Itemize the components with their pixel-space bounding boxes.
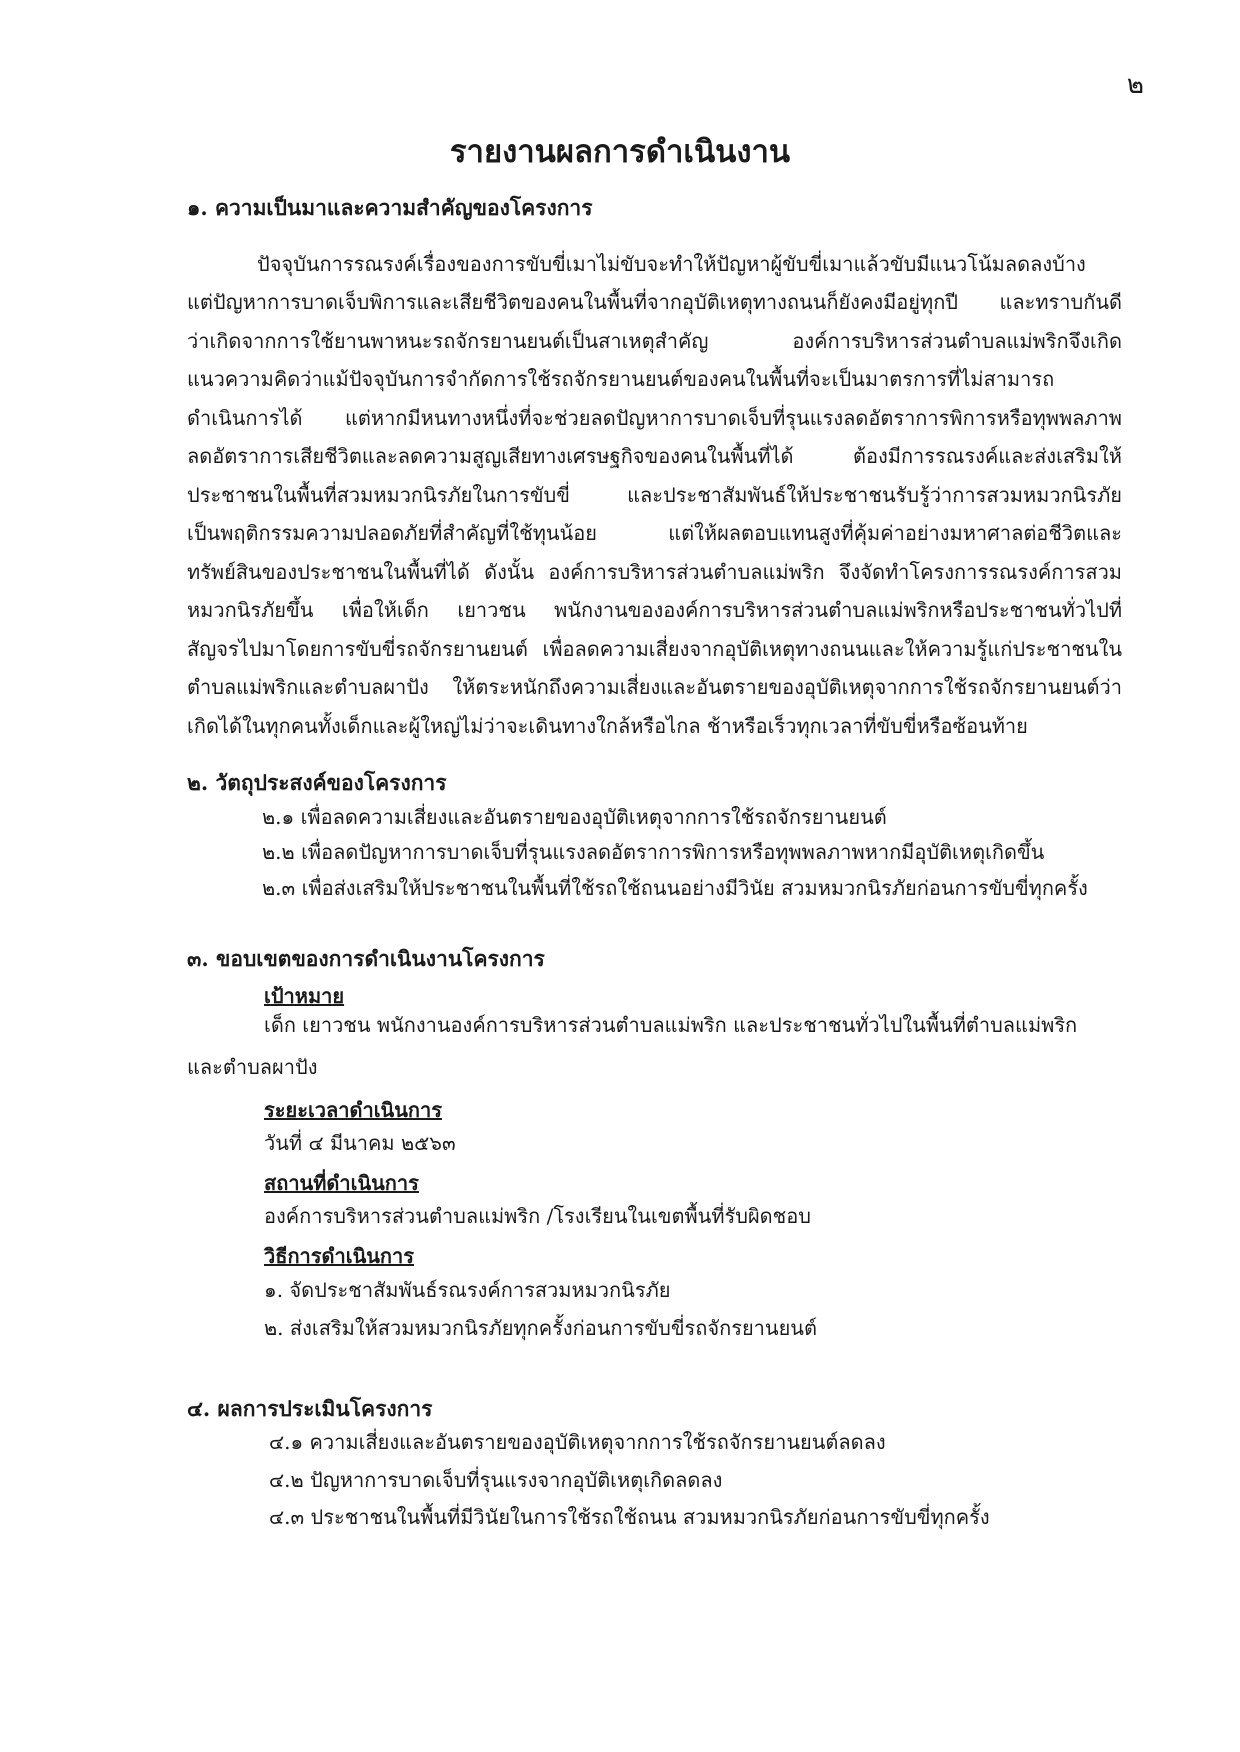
objective-item: ๒.๑ เพื่อลดความเสี่ยงและอันตรายของอุบัติเหตุจากการใช้รถจักรยานยนต์ <box>262 805 887 829</box>
section-2-heading: ๒. วัตถุประสงค์ของโครงการ <box>187 770 447 795</box>
evaluation-item: ๔.๓ ประชาชนในพื้นที่มีวินัยในการใช้รถใช้ถนน สวมหมวกนิรภัยก่อนการขับขี่ทุกครั้ง <box>269 1505 990 1529</box>
document-title: รายงานผลการดำเนินงาน <box>449 134 791 170</box>
method-item: ๑. จัดประชาสัมพันธ์รณรงค์การสวมหมวกนิรภัย <box>264 1278 671 1302</box>
section-4-heading: ๔. ผลการประเมินโครงการ <box>187 1396 433 1421</box>
section-1-line: หมวกนิรภัยขึ้น เพื่อให้เด็ก เยาวชน พนักงานขององค์การบริหารส่วนตำบลแม่พริกหรือประชาชนทั่วไปที่ <box>187 598 1122 622</box>
place-text: องค์การบริหารส่วนตำบลแม่พริก /โรงเรียนในเขตพื้นที่รับผิดชอบ <box>264 1204 811 1228</box>
section-1-line: ว่าเกิดจากการใช้ยานพาหนะรถจักรยานยนต์เป็นสาเหตุสำคัญ องค์การบริหารส่วนตำบลแม่พริกจึงเกิด <box>187 329 1122 353</box>
section-1-line: สัญจรไปมาโดยการขับขี่รถจักรยานยนต์ เพื่อลดความเสี่ยงจากอุบัติเหตุทางถนนและให้ความรู้แก่ประชาชนใน <box>187 637 1122 661</box>
section-1-line: ทรัพย์สินของประชาชนในพื้นที่ได้ ดังนั้น องค์การบริหารส่วนตำบลแม่พริก จึงจัดทำโครงการรณรงค์การสวม <box>187 560 1122 584</box>
section-1-line: ดำเนินการได้ แต่หากมีหนทางหนึ่งที่จะช่วยลดปัญหาการบาดเจ็บที่รุนแรงลดอัตราการพิการหรือทุพพลภาพ <box>187 406 1122 430</box>
page-number: ๒ <box>1126 70 1144 100</box>
method-item: ๒. ส่งเสริมให้สวมหมวกนิรภัยทุกครั้งก่อนการขับขี่รถจักรยานยนต์ <box>264 1316 817 1340</box>
evaluation-item: ๔.๑ ความเสี่ยงและอันตรายของอุบัติเหตุจากการใช้รถจักรยานยนต์ลดลง <box>269 1430 886 1454</box>
section-1-line: เป็นพฤติกรรมความปลอดภัยที่สำคัญที่ใช้ทุนน้อย แต่ให้ผลตอบแทนสูงที่คุ้มค่าอย่างมหาศาลต่อชีวิตและ <box>187 521 1122 545</box>
section-1-line: ปัจจุบันการรณรงค์เรื่องของการขับขี่เมาไม่ขับจะทำให้ปัญหาผู้ขับขี่เมาแล้วขับมีแนวโน้มลดลงบ้าง <box>257 252 1086 276</box>
target-text: เด็ก เยาวชน พนักงานองค์การบริหารส่วนตำบลแม่พริก และประชาชนทั่วไปในพื้นที่ตำบลแม่พริก <box>264 1013 1078 1037</box>
method-heading: วิธีการดำเนินการ <box>264 1244 414 1268</box>
objective-item: ๒.๓ เพื่อส่งเสริมให้ประชาชนในพื้นที่ใช้รถใช้ถนนอย่างมีวินัย สวมหมวกนิรภัยก่อนการขับขี่ทุกครั้ง <box>262 876 1088 900</box>
section-1-heading: ๑. ความเป็นมาและความสำคัญของโครงการ <box>187 195 593 220</box>
section-1-line: แต่ปัญหาการบาดเจ็บพิการและเสียชีวิตของคนในพื้นที่จากอุบัติเหตุทางถนนก็ยังคงมีอยู่ทุกปี และทราบกันดี <box>187 290 1122 314</box>
section-3-heading: ๓. ขอบเขตของการดำเนินงานโครงการ <box>187 946 545 971</box>
place-heading: สถานที่ดำเนินการ <box>264 1171 419 1195</box>
section-1-line: ลดอัตราการเสียชีวิตและลดความสูญเสียทางเศรษฐกิจของคนในพื้นที่ได้ ต้องมีการรณรงค์และส่งเสริมให้ <box>187 444 1122 468</box>
section-1-line: แนวความคิดว่าแม้ปัจจุบันการจำกัดการใช้รถจักรยานยนต์ของคนในพื้นที่จะเป็นมาตรการที่ไม่สามารถ <box>187 367 1055 391</box>
period-heading: ระยะเวลาดำเนินการ <box>264 1098 442 1122</box>
objective-item: ๒.๒ เพื่อลดปัญหาการบาดเจ็บที่รุนแรงลดอัตราการพิการหรือทุพพลภาพหากมีอุบัติเหตุเกิดขึ้น <box>262 840 1045 864</box>
section-1-line: เกิดได้ในทุกคนทั้งเด็กและผู้ใหญ่ไม่ว่าจะเดินทางใกล้หรือไกล ช้าหรือเร็วทุกเวลาที่ขับขี่หรือซ้อนท้าย <box>187 714 1028 738</box>
target-text-continued: และตำบลผาปัง <box>187 1055 318 1079</box>
period-text: วันที่ ๔ มีนาคม ๒๕๖๓ <box>264 1131 456 1155</box>
section-1-line: ประชาชนในพื้นที่สวมหมวกนิรภัยในการขับขี่ และประชาสัมพันธ์ให้ประชาชนรับรู้ว่าการสวมหมวกนิรภัย <box>187 483 1122 507</box>
target-heading: เป้าหมาย <box>264 984 345 1008</box>
evaluation-item: ๔.๒ ปัญหาการบาดเจ็บที่รุนแรงจากอุบัติเหตุเกิดลดลง <box>269 1468 723 1492</box>
section-1-line: ตำบลแม่พริกและตำบลผาปัง ให้ตระหนักถึงความเสี่ยงและอันตรายของอุบัติเหตุจากการใช้รถจักรยานยนต์ว่า <box>187 675 1122 699</box>
